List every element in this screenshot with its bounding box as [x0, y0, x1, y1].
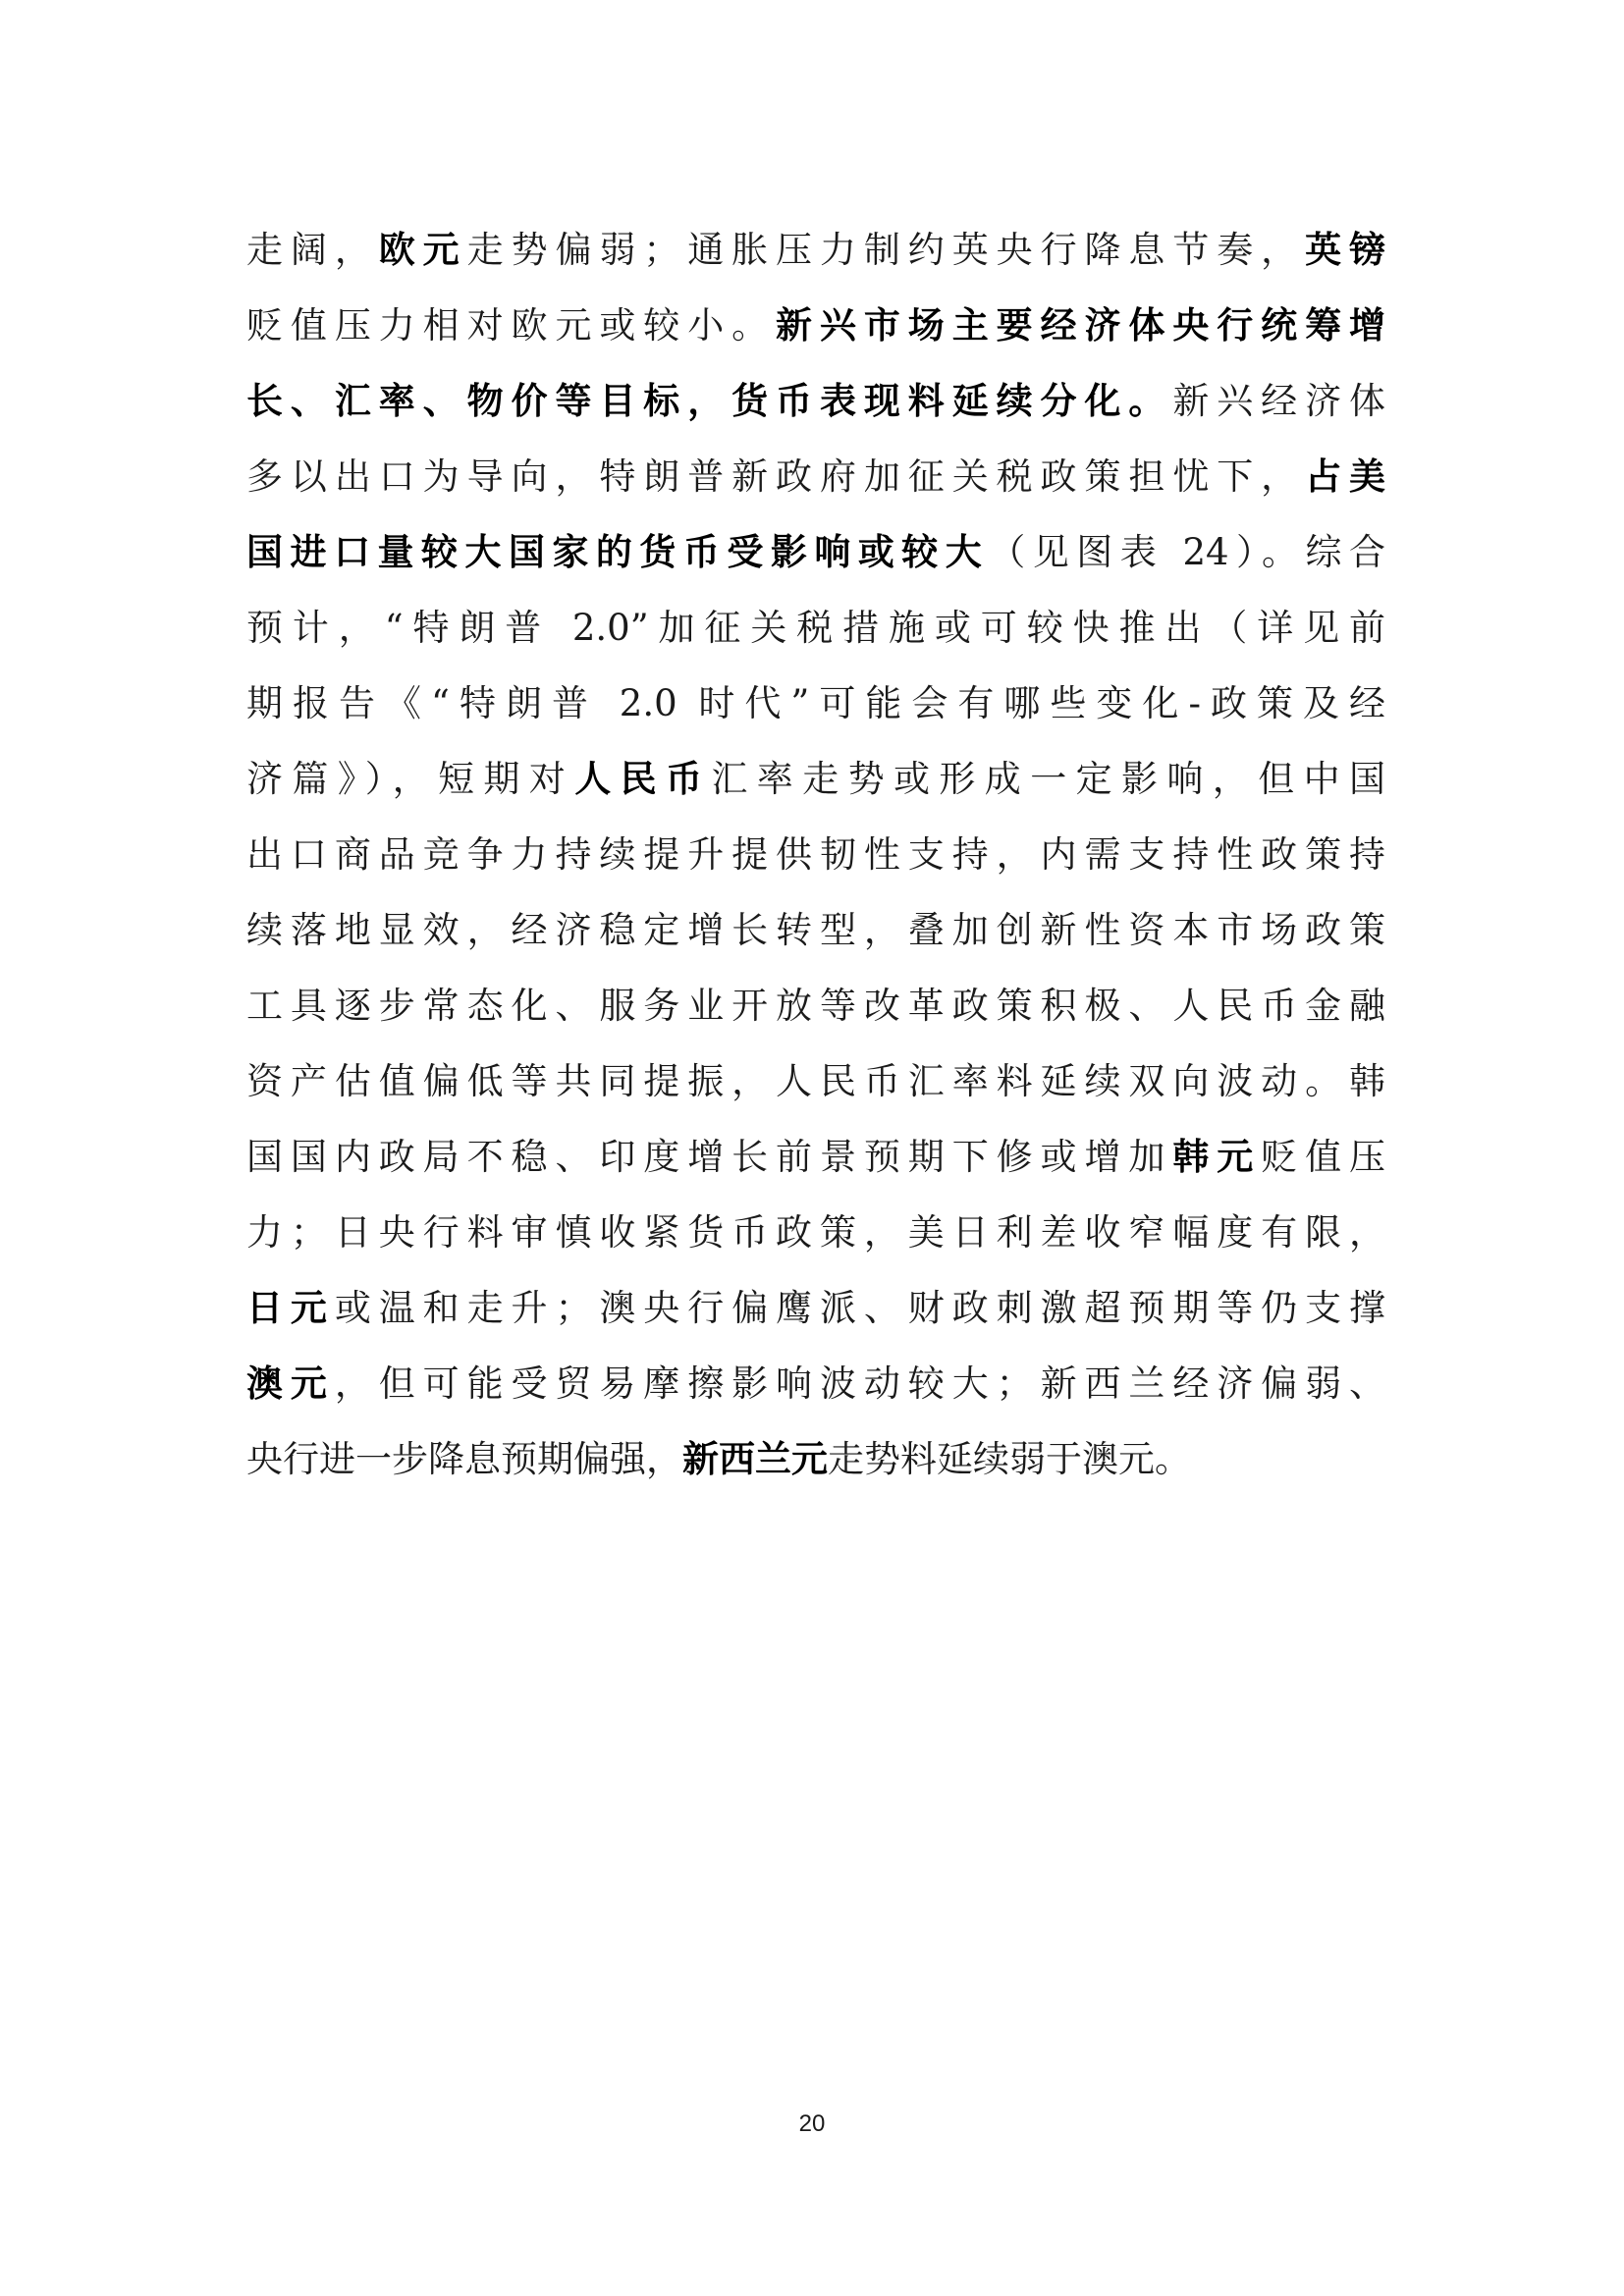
text-line	[246, 212, 1385, 288]
emphasized-text: 日元	[246, 1287, 335, 1329]
text-segment: 央行进一步降息预期偏强，	[246, 1438, 682, 1480]
body-paragraph	[246, 212, 1385, 1497]
text-segment: 预计，“特朗普 2.0”加征关税措施或可较快推出（详见前	[246, 607, 1385, 649]
emphasized-text: 英镑	[1305, 229, 1386, 271]
text-line	[246, 439, 1385, 514]
emphasized-text: 澳元	[246, 1362, 335, 1405]
text-line	[246, 1119, 1385, 1195]
text-line	[246, 968, 1385, 1043]
text-segment: 多以出口为导向，特朗普新政府加征关税政策担忧下，	[246, 455, 1306, 498]
text-segment: 续落地显效，经济稳定增长转型，叠加创新性资本市场政策	[246, 909, 1385, 951]
text-line	[246, 590, 1385, 666]
emphasized-text: 人民币	[574, 758, 712, 800]
emphasized-text: 新西兰元	[682, 1438, 828, 1480]
text-segment: 贬值压力相对欧元或较小。	[246, 304, 777, 347]
text-segment: 走势偏弱；通胀压力制约英央行降息节奏，	[466, 229, 1306, 271]
text-segment: 新兴经济体	[1172, 380, 1386, 422]
emphasized-text: 国进口量较大国家的货币受影响或较大	[246, 531, 990, 573]
text-segment: 贬值压	[1261, 1136, 1386, 1178]
emphasized-text: 长、汇率、物价等目标，货币表现料延续分化。	[246, 380, 1173, 422]
text-segment: 走阔，	[246, 229, 379, 271]
text-line	[246, 892, 1385, 968]
page-number: 20	[798, 2110, 826, 2137]
text-segment: ，但可能受贸易摩擦影响波动较大；新西兰经济偏弱、	[334, 1362, 1386, 1405]
emphasized-text: 韩元	[1172, 1136, 1262, 1178]
emphasized-text: 欧元	[378, 229, 467, 271]
text-segment: 出口商品竞争力持续提升提供韧性支持，内需支持性政策持	[246, 833, 1385, 876]
text-line	[246, 514, 1385, 590]
text-segment: 工具逐步常态化、服务业开放等改革政策积极、人民币金融	[246, 985, 1385, 1027]
text-line	[246, 1043, 1385, 1119]
text-line	[246, 817, 1385, 892]
text-segment: 国国内政局不稳、印度增长前景预期下修或增加	[246, 1136, 1173, 1178]
text-line	[246, 666, 1385, 741]
text-line	[246, 1195, 1385, 1270]
text-segment: 济篇》），短期对	[246, 758, 575, 800]
text-segment: 走势料延续弱于澳元。	[828, 1438, 1191, 1480]
text-line	[246, 288, 1385, 363]
emphasized-text: 占美	[1305, 455, 1386, 498]
text-segment: 力；日央行料审慎收紧货币政策，美日利差收窄幅度有限，	[246, 1211, 1385, 1254]
text-segment: 汇率走势或形成一定影响，但中国	[711, 758, 1386, 800]
text-line	[246, 1346, 1385, 1421]
text-segment: 期报告《“特朗普 2.0 时代”可能会有哪些变化-政策及经	[246, 682, 1385, 724]
text-line	[246, 1421, 1385, 1497]
emphasized-text: 新兴市场主要经济体央行统筹增	[776, 304, 1386, 347]
text-line	[246, 363, 1385, 439]
text-segment: （见图表 24）。综合	[989, 531, 1386, 573]
text-line	[246, 741, 1385, 817]
text-segment: 资产估值偏低等共同提振，人民币汇率料延续双向波动。韩	[246, 1060, 1385, 1102]
text-line	[246, 1270, 1385, 1346]
text-segment: 或温和走升；澳央行偏鹰派、财政刺激超预期等仍支撑	[334, 1287, 1386, 1329]
